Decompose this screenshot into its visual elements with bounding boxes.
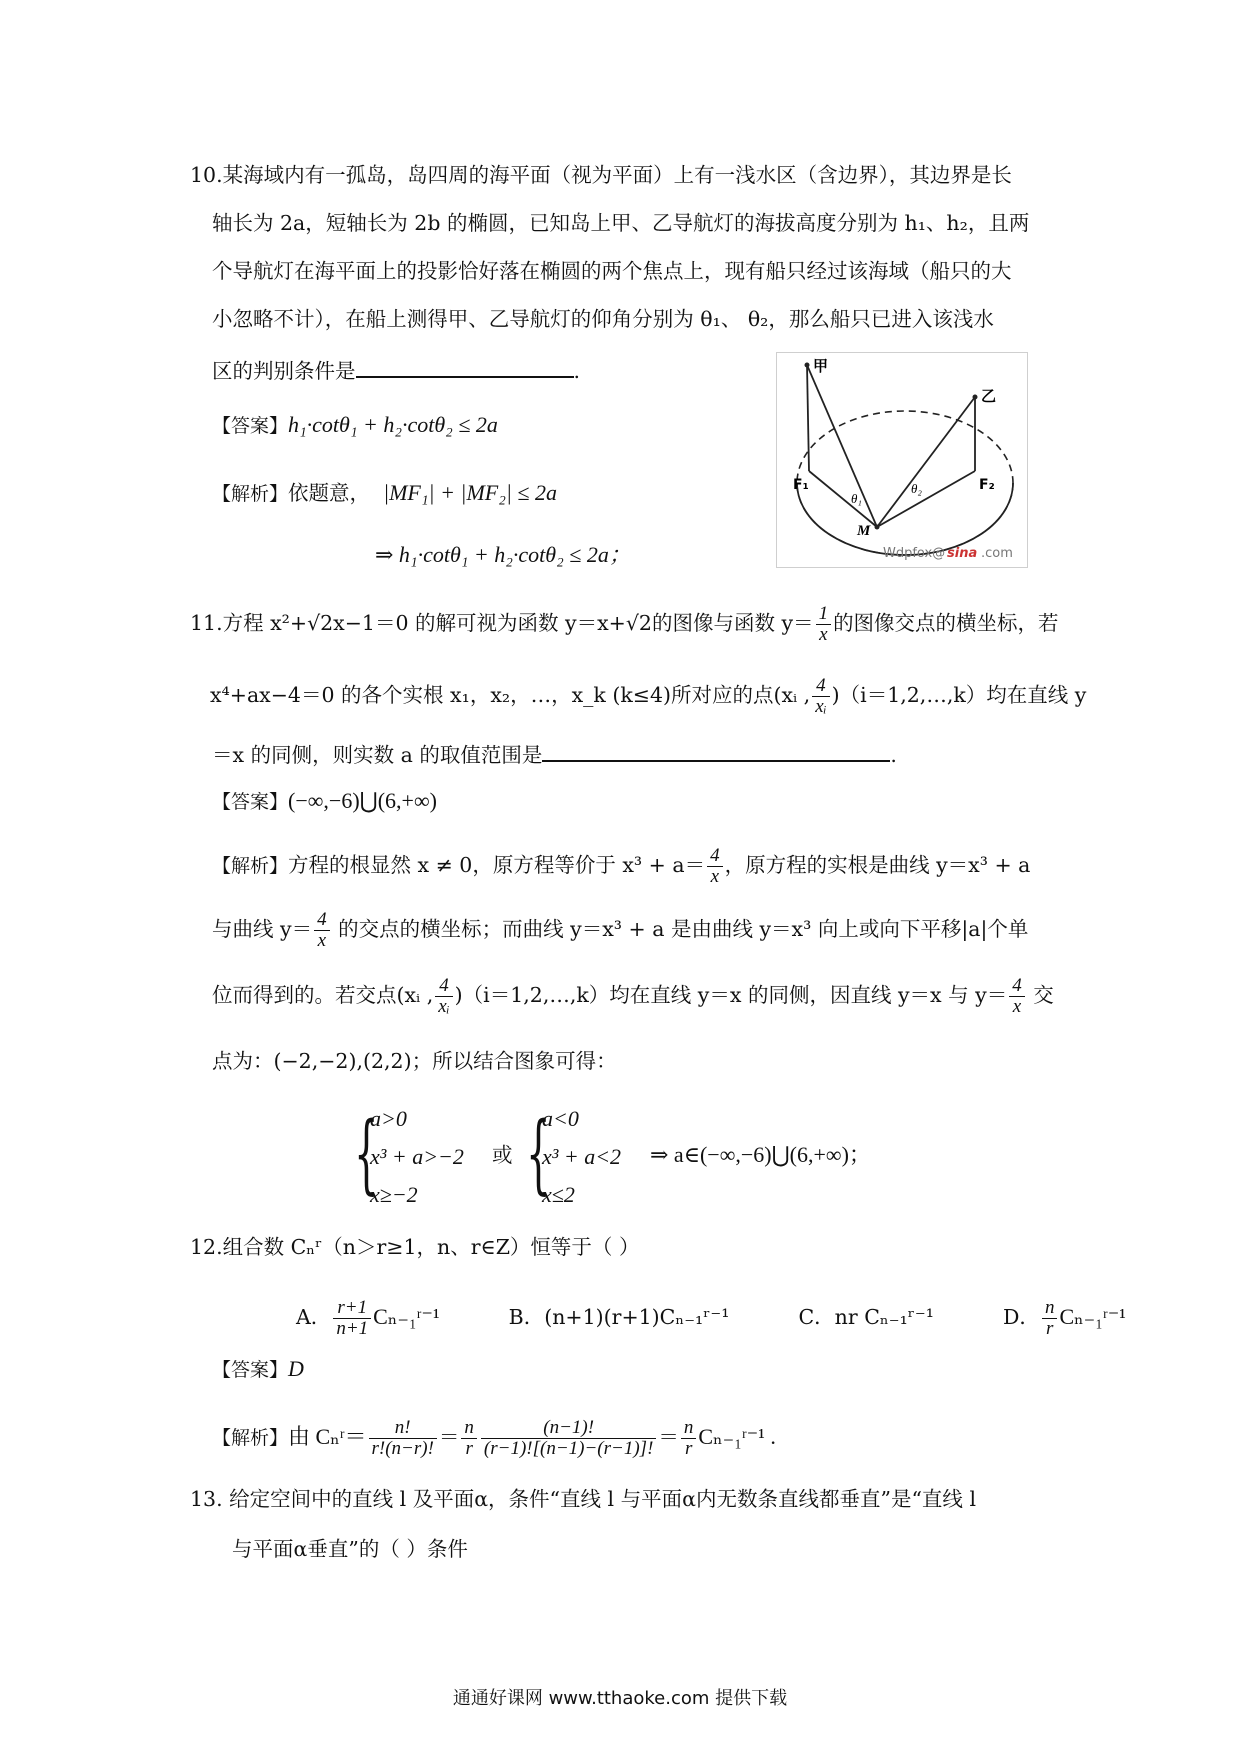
q11-frac-2-den: xᵢ [815, 696, 827, 717]
q13-line-1: 13. 给定空间中的直线 l 及平面α，条件“直线 l 与平面α内无数条直线都垂直”是“直线 l [190, 1487, 976, 1511]
q12-frac-4 [681, 1418, 697, 1459]
q12-options [296, 1298, 1126, 1339]
q11-analysis-4: 点为：(−2,−2),(2,2)；所以结合图象可得： [212, 1049, 617, 1073]
q11-frac-2 [812, 676, 829, 717]
q11-line-1a: 11.方程 x²+√2x−1＝0 的解可视为函数 y＝x+√2的图像与函数 y＝ [190, 611, 814, 635]
watermark-com: .com [981, 546, 1013, 561]
page-footer: 通通好课网 www.tthaoke.com 提供下载 [452, 1688, 788, 1709]
q12-frac-1 [369, 1418, 437, 1459]
q12-analysis-tag: 【解析】 [212, 1427, 289, 1449]
q12-answer-value: D [288, 1356, 304, 1381]
q10-answer-value: h₁·cotθ₁ + h₂·cotθ₂ ≤ 2a [288, 412, 498, 437]
q10-line-5-text: 区的判别条件是 [212, 359, 356, 383]
q11-analysis-tag: 【解析】 [212, 855, 289, 877]
q11-sys1-r2: x³ + a>−2 [370, 1144, 464, 1169]
q11-or: 或 [492, 1143, 513, 1167]
label-yi: 乙 [981, 387, 997, 405]
q12-option-d-den: r [1045, 1318, 1054, 1339]
label-theta1: θ₁ [851, 491, 862, 506]
q11-frac-4-den: x [317, 930, 327, 951]
q12-eq-1: ＝ [438, 1425, 460, 1449]
q10-line-5 [212, 354, 580, 386]
diagram-svg [777, 353, 1027, 567]
q11-conclusion: ⇒ a∈(−∞,−6)⋃(6,+∞)； [650, 1142, 871, 1167]
q10-line-3: 个导航灯在海平面上的投影恰好落在椭圆的两个焦点上，现有船只经过该海域（船只的大 [212, 259, 1012, 283]
q12-analysis [212, 1418, 776, 1459]
q11-frac-6 [1009, 976, 1025, 1017]
q11-analysis-3a: 位而得到的。若交点(xᵢ , [212, 983, 434, 1007]
q11-sys2-r1: a<0 [542, 1106, 579, 1131]
q12-tail: Cₙ₋₁ʳ⁻¹ . [698, 1424, 776, 1449]
q10-analysis-math: |MF₁| + |MF₂| ≤ 2a [383, 480, 557, 505]
q10-analysis-text: 依题意， [288, 481, 371, 505]
q10-line-5-end: . [573, 359, 581, 383]
q11-sys1-r3: x≥−2 [370, 1182, 418, 1207]
q12-option-d-num: n [1042, 1298, 1058, 1319]
q11-line-3-end: . [890, 743, 897, 767]
q12-option-d-frac [1042, 1298, 1058, 1339]
q11-frac-4 [314, 910, 330, 951]
q11-frac-5-num: 4 [435, 976, 452, 997]
q12-option-a-c: Cₙ₋₁ʳ⁻¹ [373, 1304, 440, 1329]
q12-option-a-frac [333, 1298, 371, 1339]
q12-frac-3 [481, 1418, 656, 1459]
ellipse-lighthouse-diagram [776, 352, 1028, 568]
q11-frac-1-num: 1 [816, 604, 832, 625]
q11-frac-6-den: x [1012, 996, 1022, 1017]
q11-analysis-3b: )（i＝1,2,…,k）均在直线 y＝x 的同侧，因直线 y＝x 与 y＝ [454, 983, 1008, 1007]
q12-option-c: C．nr Cₙ₋₁ʳ⁻¹ [798, 1305, 934, 1329]
q12-answer-tag: 【答案】 [212, 1359, 289, 1381]
q12-option-d [1003, 1297, 1126, 1339]
q12-frac-2-den: r [465, 1438, 473, 1459]
q12-line-1: 12.组合数 Cₙʳ（n＞r≥1，n、r∈Z）恒等于（ ） [190, 1235, 640, 1259]
line-f2-m [877, 471, 975, 527]
q11-frac-6-num: 4 [1009, 976, 1025, 997]
q12-option-d-c: Cₙ₋₁ʳ⁻¹ [1059, 1304, 1126, 1329]
q13-line-2: 与平面α垂直”的（ ）条件 [232, 1537, 468, 1561]
q11-frac-1-den: x [819, 624, 828, 645]
q12-frac-2-num: n [461, 1418, 477, 1439]
q12-option-a [296, 1297, 440, 1339]
q12-frac-4-den: r [684, 1438, 693, 1459]
q11-system-1-brace: { [354, 1104, 379, 1204]
q10-analysis-tag: 【解析】 [212, 483, 289, 505]
label-m: M [857, 523, 871, 539]
q11-answer-tag: 【答案】 [212, 791, 289, 813]
line-jia-m [807, 365, 877, 527]
q11-analysis-3c: 交 [1026, 983, 1054, 1007]
q11-answer-value: (−∞,−6)⋃(6,+∞) [288, 788, 437, 813]
label-f2: F₂ [979, 477, 995, 493]
label-theta2: θ₂ [911, 481, 922, 496]
q11-frac-5-den: xᵢ [438, 996, 450, 1017]
q11-analysis-1b: ，原方程的实根是曲线 y＝x³ + a [724, 853, 1031, 877]
point-m [875, 525, 880, 530]
point-jia [805, 363, 810, 368]
q11-analysis-2b: 的交点的横坐标；而曲线 y＝x³ + a 是由曲线 y＝x³ 向上或向下平移|a|个单 [331, 917, 1029, 941]
q11-frac-5 [435, 976, 452, 1017]
q10-line-1: 10.某海域内有一孤岛，岛四周的海平面（视为平面）上有一浅水区（含边界），其边界是长 [190, 163, 1012, 187]
q12-frac-1-num: n! [369, 1418, 437, 1439]
q12-frac-1-den: r!(n−r)! [371, 1438, 434, 1459]
q11-frac-3-num: 4 [707, 846, 723, 867]
q12-option-d-label: D． [1003, 1305, 1040, 1329]
q11-analysis-1 [212, 846, 1030, 887]
watermark-text: Wdpfox@ [883, 546, 946, 561]
q10-answer-tag: 【答案】 [212, 415, 289, 437]
q11-line-3 [212, 738, 897, 770]
q10-line-4: 小忽略不计），在船上测得甲、乙导航灯的仰角分别为 θ₁、 θ₂，那么船只已进入该浅水 [212, 307, 994, 331]
q11-system-1 [354, 1100, 500, 1220]
label-f1: F₁ [793, 477, 809, 493]
q12-option-a-num: r+1 [333, 1298, 371, 1319]
line-yi-m [877, 397, 975, 527]
q11-frac-3-den: x [710, 866, 720, 887]
ellipse-solid-bottom [797, 483, 1013, 555]
q12-option-b: B．(n+1)(r+1)Cₙ₋₁ʳ⁻¹ [508, 1305, 730, 1329]
q10-answer [212, 410, 498, 441]
q11-answer-blank [542, 738, 890, 762]
watermark-sina: sina [947, 546, 978, 561]
q10-analysis-result: ⇒ h₁·cotθ₁ + h₂·cotθ₂ ≤ 2a； [375, 542, 631, 567]
point-yi [973, 395, 978, 400]
q12-frac-4-num: n [681, 1418, 697, 1439]
pole-jia [807, 365, 809, 471]
q11-line-2 [210, 676, 1086, 717]
q11-frac-2-num: 4 [812, 676, 829, 697]
q11-sys2-r3: x≤2 [542, 1182, 575, 1207]
q12-frac-3-den: (r−1)![(n−1)−(r−1)]! [483, 1438, 654, 1459]
q11-line-1 [190, 604, 1059, 645]
q11-sys2-r2: x³ + a<2 [542, 1144, 622, 1169]
q11-line-3-text: ＝x 的同侧，则实数 a 的取值范围是 [212, 743, 543, 767]
q11-analysis-2 [212, 910, 1028, 951]
q11-frac-3 [707, 846, 723, 887]
q12-option-a-label: A． [296, 1305, 332, 1329]
q11-answer [212, 786, 437, 817]
q11-line-1b: 的图像交点的横坐标，若 [833, 611, 1059, 635]
q11-analysis-3 [212, 976, 1054, 1017]
q12-answer [212, 1354, 304, 1385]
q11-frac-1 [816, 604, 832, 645]
label-jia: 甲 [813, 357, 829, 375]
q12-frac-2 [461, 1418, 477, 1459]
q11-system-2 [526, 1100, 662, 1220]
q11-frac-4-num: 4 [314, 910, 330, 931]
q12-frac-3-num: (n−1)! [481, 1418, 656, 1439]
q10-line-2: 轴长为 2a，短轴长为 2b 的椭圆，已知岛上甲、乙导航灯的海拔高度分别为 h₁、h₂，且两 [212, 211, 1030, 235]
q11-line-2b: )（i＝1,2,…,k）均在直线 y [831, 683, 1087, 707]
q10-analysis [212, 478, 557, 509]
q11-system-2-brace: { [526, 1104, 551, 1204]
q10-answer-blank [356, 354, 574, 378]
q11-analysis-1a: 方程的根显然 x ≠ 0，原方程等价于 x³ + a＝ [288, 853, 706, 877]
q12-option-a-den: n+1 [336, 1318, 369, 1339]
q11-sys1-r1: a>0 [370, 1106, 407, 1131]
q11-line-2a: x⁴+ax−4＝0 的各个实根 x₁，x₂，…，x_k (k≤4)所对应的点(xᵢ , [210, 683, 811, 707]
q12-eq-2: ＝ [658, 1425, 679, 1449]
line-f1-m [809, 471, 877, 527]
q12-analysis-pre: 由 Cₙʳ＝ [288, 1424, 367, 1449]
q11-analysis-2a: 与曲线 y＝ [212, 917, 313, 941]
